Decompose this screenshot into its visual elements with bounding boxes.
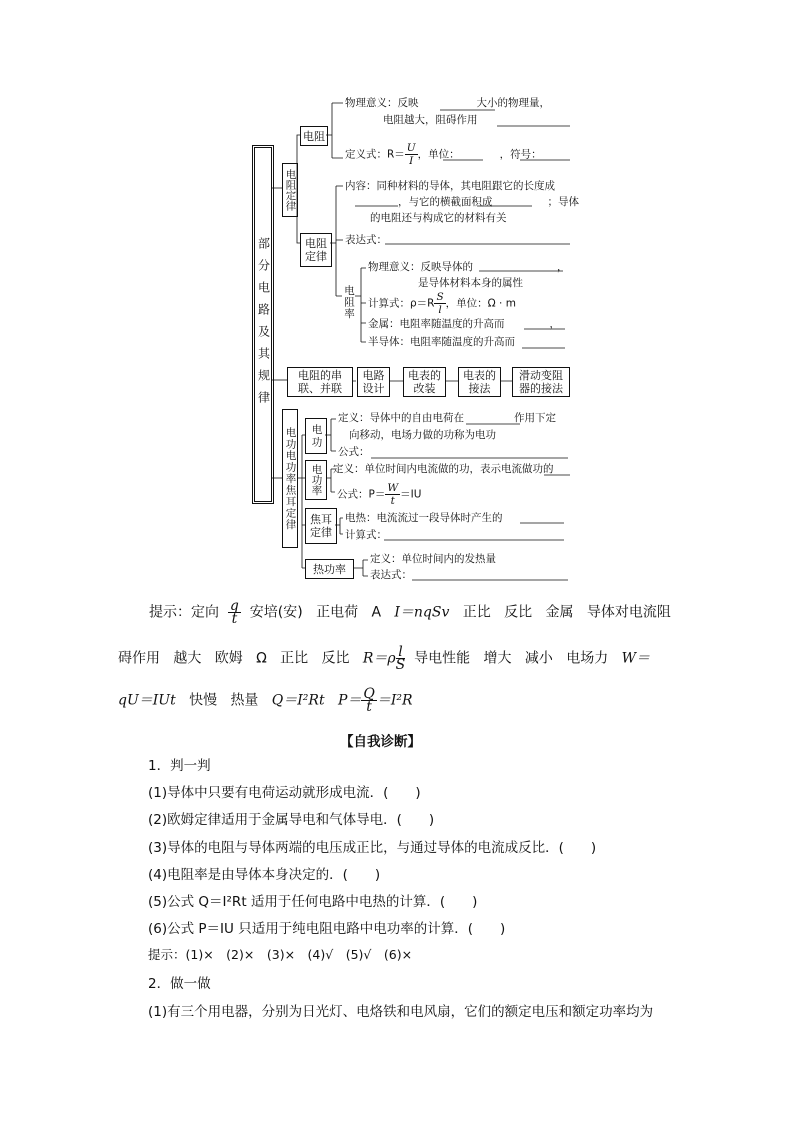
judge-item-4: (4)电阻率是由导体本身决定的．( ) bbox=[148, 867, 381, 883]
resistance-law-sub-box bbox=[300, 233, 332, 267]
root-topic-label: 部分电路及其规律 bbox=[256, 236, 271, 413]
resistance-law-label: 电阻定律 bbox=[284, 169, 297, 211]
joule-calc: 计算式： bbox=[345, 529, 387, 541]
resistivity-box bbox=[342, 283, 355, 321]
rheostat-connection-box: 滑动变阻器的接法 bbox=[512, 367, 570, 397]
resistivity-meaning-2: 是导体材料本身的属性 bbox=[418, 277, 523, 289]
section2-heading: 2．做一做 bbox=[148, 976, 211, 992]
power-law-label: 电功电功率焦耳定律 bbox=[284, 426, 297, 531]
resistivity-metal: 金属：电阻率随温度的升高而 ， bbox=[368, 318, 560, 330]
judge-item-1: (1)导体中只要有电荷运动就形成电流．( ) bbox=[148, 785, 421, 801]
judge-answer: 提示：(1)× (2)× (3)× (4)√ (5)√ (6)× bbox=[148, 947, 413, 962]
thermal-def: 定义：单位时间内的发热量 bbox=[370, 553, 496, 565]
work-def-1: 定义：导体中的自由电荷在 作用下定 bbox=[338, 412, 556, 424]
resistivity-label: 电阻率 bbox=[343, 284, 355, 320]
law-content-3: 的电阻还与构成它的材料有关 bbox=[370, 212, 507, 224]
work-box: 电功 bbox=[305, 418, 327, 454]
resistance-definition: 定义式：R＝ $\frac{U}{I}$ ，单位： ，符号： bbox=[345, 142, 542, 167]
circuit-series-parallel-box: 电阻的串联、并联 bbox=[287, 367, 353, 397]
root-topic-box bbox=[252, 145, 274, 504]
resistance-box bbox=[300, 126, 328, 146]
section1-heading: 1．判一判 bbox=[148, 758, 211, 774]
law-content-1: 内容：同种材料的导体，其电阻跟它的长度成 bbox=[345, 180, 555, 192]
resistivity-meaning-1: 物理意义：反映导体的 ， bbox=[368, 261, 568, 273]
law-content-2: ，与它的横截面积成 ；导体 bbox=[398, 196, 579, 208]
resistance-label: 电阻 bbox=[303, 129, 325, 143]
resistance-meaning-1: 物理意义：反映 大小的物理量， bbox=[345, 97, 550, 109]
resistance-law-sub-label: 电阻定律 bbox=[305, 237, 327, 263]
work-formula: 公式： bbox=[338, 446, 370, 458]
resistivity-semiconductor: 半导体：电阻率随温度的升高而 bbox=[368, 336, 515, 348]
thermal-expr: 表达式： bbox=[370, 569, 412, 581]
resistance-meaning-2: 电阻越大，阻碍作用 bbox=[383, 114, 478, 126]
judge-item-3: (3)导体的电阻与导体两端的电压成正比，与通过导体的电流成反比．( ) bbox=[148, 840, 597, 856]
work-def-2: 向移动，电场力做的功称为电功 bbox=[349, 429, 496, 441]
power-def: 定义：单位时间内电流做的功，表示电流做功的 bbox=[333, 463, 554, 475]
power-law-box bbox=[282, 409, 298, 548]
judge-item-2: (2)欧姆定律适用于金属导电和气体导电．( ) bbox=[148, 812, 435, 828]
joule-law-box: 焦耳定律 bbox=[305, 508, 337, 544]
joule-heat: 电热：电流流过一段导体时产生的 bbox=[345, 512, 503, 524]
circuit-design-box: 电路设计 bbox=[357, 367, 390, 397]
judge-item-6: (6)公式 P＝IU 只适用于纯电阻电路中电功率的计算．( ) bbox=[148, 921, 506, 937]
judge-item-5: (5)公式 Q＝I²Rt 适用于任何电路中电热的计算．( ) bbox=[148, 894, 478, 910]
law-expression: 表达式： bbox=[345, 234, 387, 246]
hint-line-1: 提示：定向 $\frac{q}{t}$ 安培(安) 正电荷 A I＝nqSv 正比 反比 金属 导体对电流阻 bbox=[149, 598, 671, 627]
hint-line-2: 碍作用 越大 欧姆 Ω 正比 反比 R＝ρ $\frac{l}{S}$ 导电性能 增大 减小 电场力 W＝ bbox=[118, 644, 650, 673]
hint-line-3: qU＝IUt 快慢 热量 Q＝I²Rt P＝ $\frac{Q}{t}$ ＝I²R bbox=[118, 686, 413, 715]
thermal-power-box: 热功率 bbox=[305, 559, 354, 579]
resistance-law-box bbox=[282, 163, 298, 217]
section2-text: (1)有三个用电器，分别为日光灯、电烙铁和电风扇，它们的额定电压和额定功率均为 bbox=[148, 1004, 654, 1020]
power-box: 电功率 bbox=[305, 460, 327, 500]
section-title: 【自我诊断】 bbox=[340, 734, 421, 750]
meter-connection-box: 电表的接法 bbox=[458, 367, 501, 397]
resistivity-calc: 计算式：ρ＝R $\frac{S}{l}$ ，单位：Ω · m bbox=[368, 291, 516, 316]
meter-conversion-box: 电表的改装 bbox=[403, 367, 446, 397]
power-formula: 公式：P＝ $\frac{W}{t}$ ＝IU bbox=[337, 482, 422, 507]
